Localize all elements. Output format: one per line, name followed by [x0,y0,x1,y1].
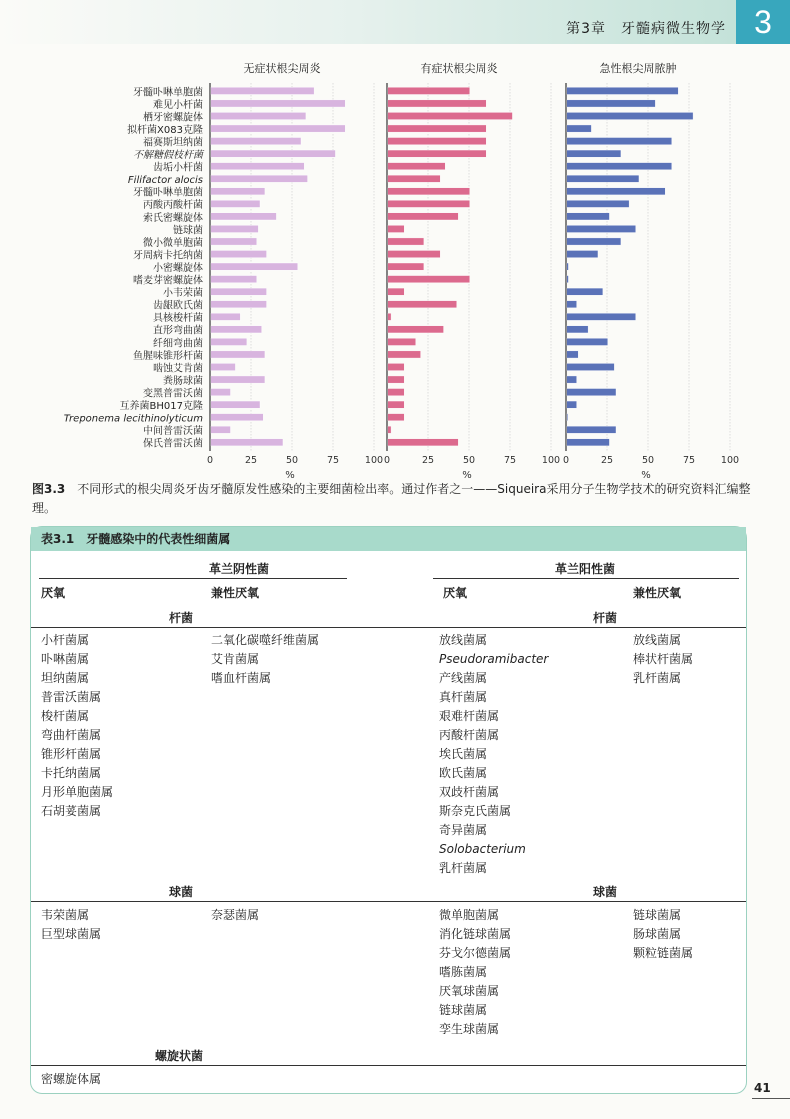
bar [211,276,257,283]
category-label: 丙酸丙酸杆菌 [143,200,203,212]
tick-label: 100 [720,454,740,466]
list-item: 二氧化碳噬纤维菌属 [211,633,320,647]
x-axis-label: % [285,469,295,481]
list-item: 坦纳菌属 [41,671,90,685]
bar [388,313,391,320]
pos-anaerobic-heading: 厌氧 [443,586,468,600]
list-item: 颗粒链菌属 [633,946,694,960]
neg-cocci-anaerobic-list [41,906,101,944]
list-item: 放线菌属 [633,633,682,647]
bar [211,301,267,308]
bar [388,112,513,119]
pos-rods-heading: 杆菌 [593,611,618,625]
tick-label: 0 [383,454,391,466]
tick-label: 100 [364,454,384,466]
bar [388,138,486,145]
category-label: 保氏普雷沃菌 [143,438,203,450]
gram-positive-heading: 革兰阳性菌 [555,562,616,576]
panel-title: 急性根尖周脓肿 [599,62,677,75]
bar [211,238,257,245]
list-item: 巨型球菌属 [41,927,102,941]
bar [567,250,598,257]
neg-facultative-heading: 兼性厌氧 [211,586,260,600]
category-label: 索氏密螺旋体 [143,212,203,224]
bar [211,112,306,119]
bar [567,100,656,107]
divider [39,578,347,579]
list-item: 卟啉菌属 [41,652,90,666]
bar [567,263,569,270]
bar [211,351,265,358]
pos-cocci-facultative-list [633,906,693,963]
list-item: 乳杆菌属 [633,671,682,685]
bar [211,363,236,370]
tick-label: 0 [206,454,214,466]
bar [567,351,578,358]
category-label: 嗜麦芽密螺旋体 [133,275,203,287]
tick-label: 75 [326,454,340,466]
neg-rods-heading: 杆菌 [169,611,194,625]
list-item: 丙酸杆菌属 [439,728,500,742]
category-label: 小韦荣菌 [163,288,203,300]
list-item: Solobacterium [439,842,526,856]
list-item: 链球菌属 [633,908,682,922]
bar [567,200,629,207]
category-label: 鱼腥味锥形杆菌 [133,350,203,362]
divider [31,901,746,902]
bar [567,87,679,94]
category-label: 不解糖假枝杆菌 [133,150,203,162]
bar [388,439,459,446]
bar [567,125,592,132]
panel-title: 有症状根尖周炎 [420,62,498,75]
category-label: 互养菌BH017克隆 [119,401,203,413]
bar [211,439,283,446]
bar [211,401,260,408]
pos-rods-anaerobic-list [439,631,548,878]
tick-label: 75 [503,454,517,466]
bar [567,414,568,421]
bar [211,263,298,270]
bar [567,338,608,345]
bar [567,163,672,170]
tick-label: 50 [462,454,476,466]
bar [567,112,693,119]
list-item: 链球菌属 [439,1003,488,1017]
list-item: 埃氏菌属 [439,747,488,761]
bar [388,163,445,170]
bar [567,326,588,333]
bar [567,150,621,157]
bar [388,213,459,220]
list-item: 肠球菌属 [633,927,682,941]
bar [211,250,267,257]
list-item: 奇异菌属 [439,823,488,837]
gram-negative-heading: 革兰阴性菌 [209,562,270,576]
divider [433,578,739,579]
pos-cocci-anaerobic-list [439,906,511,1039]
bar [211,376,265,383]
bar [567,288,603,295]
chapter-number: 3 [736,0,790,44]
tick-label: 25 [421,454,435,466]
category-label: 难见小杆菌 [153,99,203,111]
list-item: 厌氧球菌属 [439,984,500,998]
bar [388,188,470,195]
category-label: 齿龈欧氏菌 [153,300,203,312]
bar [211,87,314,94]
list-item: 锥形杆菌属 [41,747,102,761]
list-item: 嗜血杆菌属 [211,671,272,685]
bar [567,138,672,145]
tick-label: 0 [562,454,570,466]
bar [567,276,569,283]
figure-label: 图3.3 [32,482,66,496]
bar [211,175,308,182]
bar [567,313,636,320]
category-label: 牙髓卟啉单胞菌 [133,87,203,99]
category-label: 变黑普雷沃菌 [143,388,203,400]
list-item: Pseudoramibacter [439,652,549,666]
bar [388,389,404,396]
category-label: 牙周病卡托纳菌 [133,250,203,262]
neg-rods-anaerobic-list [41,631,113,821]
neg-anaerobic-heading: 厌氧 [41,586,66,600]
list-item: 梭杆菌属 [41,709,90,723]
bar-chart [0,52,790,481]
page-number-rule [752,1098,790,1099]
bar [211,326,262,333]
bar [211,288,267,295]
category-label: 中间普雷沃菌 [143,426,203,438]
page-number: 41 [754,1081,771,1095]
pos-cocci-heading: 球菌 [593,885,618,899]
figure-caption-text: 不同形式的根尖周炎牙齿牙髓原发性感染的主要细菌检出率。通过作者之一——Siqueira采用分子生物学技术的研究资料汇编整理。 [32,482,751,515]
bar [211,200,260,207]
list-item: 双歧杆菌属 [439,785,500,799]
tick-label: 25 [600,454,614,466]
bar [211,138,301,145]
list-item: 乳杆菌属 [439,861,488,875]
list-item: 嗜胨菌属 [439,965,488,979]
tick-label: 75 [682,454,696,466]
list-item: 石胡荽菌属 [41,804,102,818]
divider [31,1065,746,1066]
bar [567,426,616,433]
x-axis-label: % [641,469,651,481]
bar [211,100,345,107]
bar [211,188,265,195]
list-item: 棒状杆菌属 [633,652,694,666]
list-item: 密螺旋体属 [41,1072,102,1086]
spiral-heading: 螺旋状菌 [155,1049,204,1063]
bar [567,376,577,383]
bar [388,238,424,245]
table-title: 表3.1 牙髓感染中的代表性细菌属 [31,527,746,551]
chart-panel [384,61,560,481]
bar [567,213,610,220]
category-label: 拟杆菌X083克隆 [127,124,203,136]
list-item: 芬戈尔德菌属 [439,946,512,960]
list-item: 卡托纳菌属 [41,766,102,780]
bar [388,288,404,295]
bar [211,338,247,345]
tick-label: 100 [541,454,561,466]
category-label: 直形弯曲菌 [153,325,203,337]
bar [567,301,577,308]
tick-label: 50 [641,454,655,466]
pos-facultative-heading: 兼性厌氧 [633,586,682,600]
list-item: 放线菌属 [439,633,488,647]
panel-title: 无症状根尖周炎 [243,62,321,75]
bar [567,389,616,396]
list-item: 弯曲杆菌属 [41,728,102,742]
list-item: 普雷沃菌属 [41,690,102,704]
category-label: Filifactor alocis [127,175,203,187]
bar [211,225,259,232]
bar [211,213,277,220]
list-item: 奈瑟菌属 [211,908,260,922]
category-label: 栖牙密螺旋体 [143,112,203,124]
bar [388,150,486,157]
category-label: 微小微单胞菌 [143,237,203,249]
bar [388,351,421,358]
category-label: 牙髓卟啉单胞菌 [133,187,203,199]
bar [211,389,231,396]
category-label: 具核梭杆菌 [153,313,203,325]
bar [211,313,241,320]
bar [567,188,665,195]
category-label: 链球菌 [173,225,203,237]
list-item: 欧氏菌属 [439,766,488,780]
bar [388,250,440,257]
bar [388,200,470,207]
bar [388,125,486,132]
chapter-title: 第3章 牙髓病微生物学 [566,21,726,37]
neg-rods-facultative-list [211,631,319,688]
bar [388,87,470,94]
bar [567,401,577,408]
category-label: 齿垢小杆菌 [153,162,203,174]
list-item: 孪生球菌属 [439,1022,500,1036]
bar [388,326,444,333]
chart-panel [563,61,739,481]
divider [31,627,746,628]
bar [567,363,615,370]
neg-cocci-facultative-list [211,906,259,925]
bar [388,263,424,270]
bar [567,225,636,232]
figure-caption [32,480,772,518]
list-item: 艾肯菌属 [211,652,260,666]
list-item: 韦荣菌属 [41,908,90,922]
neg-cocci-heading: 球菌 [169,885,194,899]
category-label: 啮蚀艾肯菌 [153,363,203,375]
bar [388,175,440,182]
bar [388,414,404,421]
bar [567,439,610,446]
category-label: 纤细弯曲菌 [153,338,203,350]
bar [388,401,404,408]
chart-panel [207,61,383,481]
bar [388,376,404,383]
list-item: 产线菌属 [439,671,488,685]
bar [388,100,486,107]
bar [388,225,404,232]
list-item: 艰难杆菌属 [439,709,500,723]
list-item: 月形单胞菌属 [41,785,114,799]
list-item: 消化链球菌属 [439,927,512,941]
bar [211,150,336,157]
list-item: 斯奈克氏菌属 [439,804,512,818]
bar [388,363,404,370]
bar [211,163,304,170]
category-label: 粪肠球菌 [163,375,203,387]
tick-label: 50 [285,454,299,466]
category-label: 福赛斯坦纳菌 [143,137,203,149]
bar [388,426,391,433]
category-label: Treponema lecithinolyticum [63,413,203,425]
bar [211,426,231,433]
bar [388,338,416,345]
tick-label: 25 [244,454,258,466]
bar [211,414,263,421]
spiral-list [41,1070,101,1089]
category-label: 小密螺旋体 [153,262,203,274]
bar [388,301,457,308]
bar [567,175,639,182]
list-item: 小杆菌属 [41,633,90,647]
bar [567,238,621,245]
x-axis-label: % [462,469,472,481]
list-item: 真杆菌属 [439,690,488,704]
bar [211,125,345,132]
bacteria-table [30,526,747,1094]
pos-rods-facultative-list [633,631,693,688]
list-item: 微单胞菌属 [439,908,500,922]
bar [388,276,470,283]
